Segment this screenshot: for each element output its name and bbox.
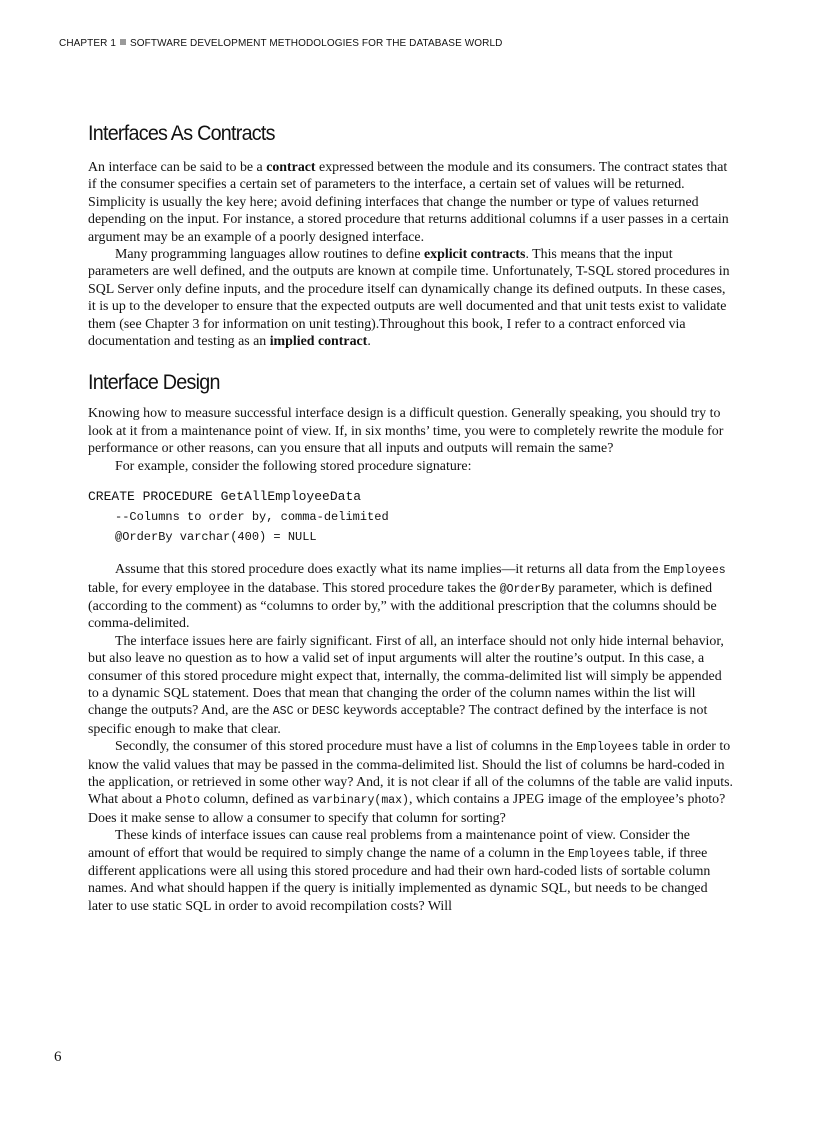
- inline-code: @OrderBy: [499, 582, 555, 596]
- inline-code: DESC: [312, 705, 340, 719]
- text-run: Many programming languages allow routines to define: [115, 247, 424, 263]
- paragraph: [88, 827, 733, 915]
- text-run: expressed between the module and its consumers. The contract states that if the consumer specifies a certain set of parameters to the interface, a certain set of values will be returned. Simplicity is usually the key here; avoid defining interfaces that change the number or type of values returned depending on the input. For instance, a stored procedure that returns additional columns if a user passes in a certain argument may be an example of a poorly designed interface.: [88, 160, 729, 245]
- text-run: table, if three different applications were all using this stored procedure and had their own hard-coded lists of sortable column names. And what should happen if the query is initially implemented as dynamic SQL, but needs to be changed later to use static SQL in order to avoid recompilation costs? Will: [88, 845, 711, 914]
- term-contract: contract: [266, 160, 316, 175]
- inline-code: varbinary(max): [312, 794, 409, 808]
- separator-square-icon: [120, 39, 126, 45]
- text-run: , which contains a JPEG image of the employee’s photo? Does it make sense to allow a consumer to specify that column for sorting?: [88, 792, 726, 826]
- paragraph: [88, 246, 733, 350]
- code-line: @OrderBy varchar(400) = NULL: [115, 530, 317, 545]
- paragraph: Knowing how to measure successful interface design is a difficult question. Generally speaking, you should try to look at it from a maintenance point of view. If, in six months’ time, you were to completely rewrite the module for performance or other reasons, can you ensure that all inputs and outputs will remain the same?: [88, 406, 724, 457]
- section-heading-interface-design: Interface Design: [88, 371, 220, 395]
- paragraph: [88, 159, 733, 246]
- code-line: --Columns to order by, comma-delimited: [115, 510, 389, 525]
- running-head-chapter: CHAPTER 1: [59, 38, 117, 49]
- text-run: keywords acceptable? The contract defined by the interface is not specific enough to make that clear.: [88, 703, 708, 737]
- paragraph: [88, 738, 733, 827]
- inline-code: Photo: [165, 794, 201, 808]
- section-heading-interfaces-as-contracts: Interfaces As Contracts: [88, 122, 275, 145]
- code-line: CREATE PROCEDURE GetAllEmployeeData: [88, 489, 362, 505]
- text-run: An interface can be said to be a: [88, 160, 267, 175]
- inline-code: ASC: [272, 705, 294, 719]
- text-run: Assume that this stored procedure does exactly what its name implies—it returns all data from the: [115, 562, 664, 578]
- inline-code: Employees: [576, 741, 639, 755]
- text-run: Secondly, the consumer of this stored procedure must have a list of columns in the: [115, 739, 577, 755]
- inline-code: Employees: [663, 564, 726, 578]
- page-number: 6: [54, 1049, 62, 1065]
- text-run: parameter, which is defined (according to the comment) as “columns to order by,” with the additional prescription that the columns should be comma-delimited.: [88, 580, 717, 632]
- code-listing: [88, 487, 733, 547]
- running-head-title: SOFTWARE DEVELOPMENT METHODOLOGIES FOR THE DATABASE WORLD: [130, 38, 503, 49]
- running-head: [59, 38, 502, 49]
- term-explicit-contracts: explicit contracts: [424, 247, 526, 263]
- paragraph: For example, consider the following stored procedure signature:: [115, 458, 472, 474]
- text-run: column, defined as: [200, 792, 313, 808]
- text-run: . This means that the input parameters are well defined, and the outputs are known at compile time. Unfortunately, T-SQL stored procedures in SQL Server only define inputs, and the procedure itself can dynamically change its defined outputs. In these cases, it is up to the developer to ensure that the expected outputs are well documented and that unit tests exist to validate them (see Chapter 3 for information on unit testing).Throughout this book, I refer to a contract enforced via documentation and testing as an: [88, 247, 730, 350]
- text-run: The interface issues here are fairly significant. First of all, an interface should not only hide internal behavior, but also leave no question as to how a valid set of input arguments will alter the routine’s output. In this case, a consumer of this stored procedure might expect that, internally, the comma-delimited list will simply be appended to a dynamic SQL statement. Does that mean that changing the order of the column names within the list will change the outputs? And, are the: [88, 633, 724, 719]
- text-run: .: [367, 334, 371, 350]
- text-run: table, for every employee in the database. This stored procedure takes the: [88, 580, 500, 596]
- inline-code: Employees: [568, 847, 631, 861]
- paragraph: [88, 633, 733, 738]
- text-run: or: [293, 703, 313, 719]
- text-run: These kinds of interface issues can cause real problems from a maintenance point of view. Consider the amount of effort that would be required to simply change the name of a column in the: [88, 828, 690, 861]
- text-run: table in order to know the valid values that may be passed in the comma-delimited list. Should the list of columns be hard-coded in the application, or retrieved in some other way? And, it is not clear if all of the columns of the table are valid inputs. What about a: [88, 739, 733, 808]
- term-implied-contract: implied contract: [269, 334, 368, 350]
- page-body: [88, 120, 733, 915]
- paragraph: [88, 561, 733, 633]
